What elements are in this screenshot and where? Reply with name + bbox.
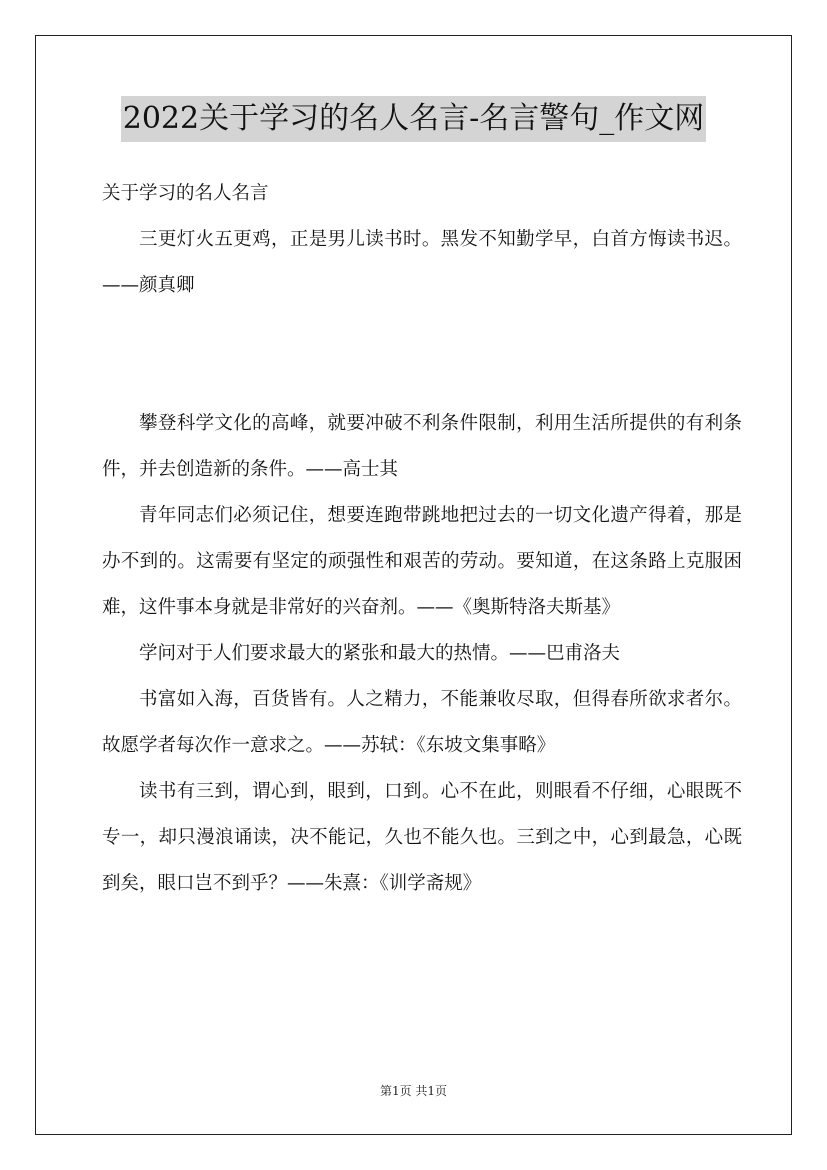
quote-paragraph: 三更灯火五更鸡，正是男儿读书时。黑发不知勤学早，白首方悔读书迟。——颜真卿 bbox=[102, 229, 742, 296]
quote-paragraph: 青年同志们必须记住，想要连跑带跳地把过去的一切文化遗产得着，那是办不到的。这需要有坚定的顽强性和艰苦的劳动。要知道，在这条路上克服困难，这件事本身就是非常好的兴奋剂。——《奥斯特洛夫斯基》 bbox=[102, 505, 742, 618]
quote-paragraph: 书富如入海，百货皆有。人之精力，不能兼收尽取，但得春所欲求者尔。故愿学者每次作一意求之。——苏轼：《东坡文集事略》 bbox=[102, 689, 742, 756]
quote-paragraph: 攀登科学文化的高峰，就要冲破不利条件限制，利用生活所提供的有利条件，并去创造新的条件。——高士其 bbox=[102, 413, 742, 480]
quote-paragraph: 学问对于人们要求最大的紧张和最大的热情。——巴甫洛夫 bbox=[139, 643, 621, 664]
title-container bbox=[0, 96, 827, 142]
section-heading: 关于学习的名人名言 bbox=[102, 183, 269, 204]
blank-space bbox=[102, 309, 742, 401]
quote-paragraph: 读书有三到，谓心到，眼到，口到。心不在此，则眼看不仔细，心眼既不专一，却只漫浪诵读，决不能记，久也不能久也。三到之中，心到最急，心既到矣，眼口岂不到乎？——朱熹：《训学斋规》 bbox=[102, 781, 742, 894]
page-number: 第1页 共1页 bbox=[379, 1084, 448, 1098]
document-title: 2022关于学习的名人名言-名言警句_作文网 bbox=[121, 96, 706, 142]
document-body bbox=[102, 171, 742, 907]
